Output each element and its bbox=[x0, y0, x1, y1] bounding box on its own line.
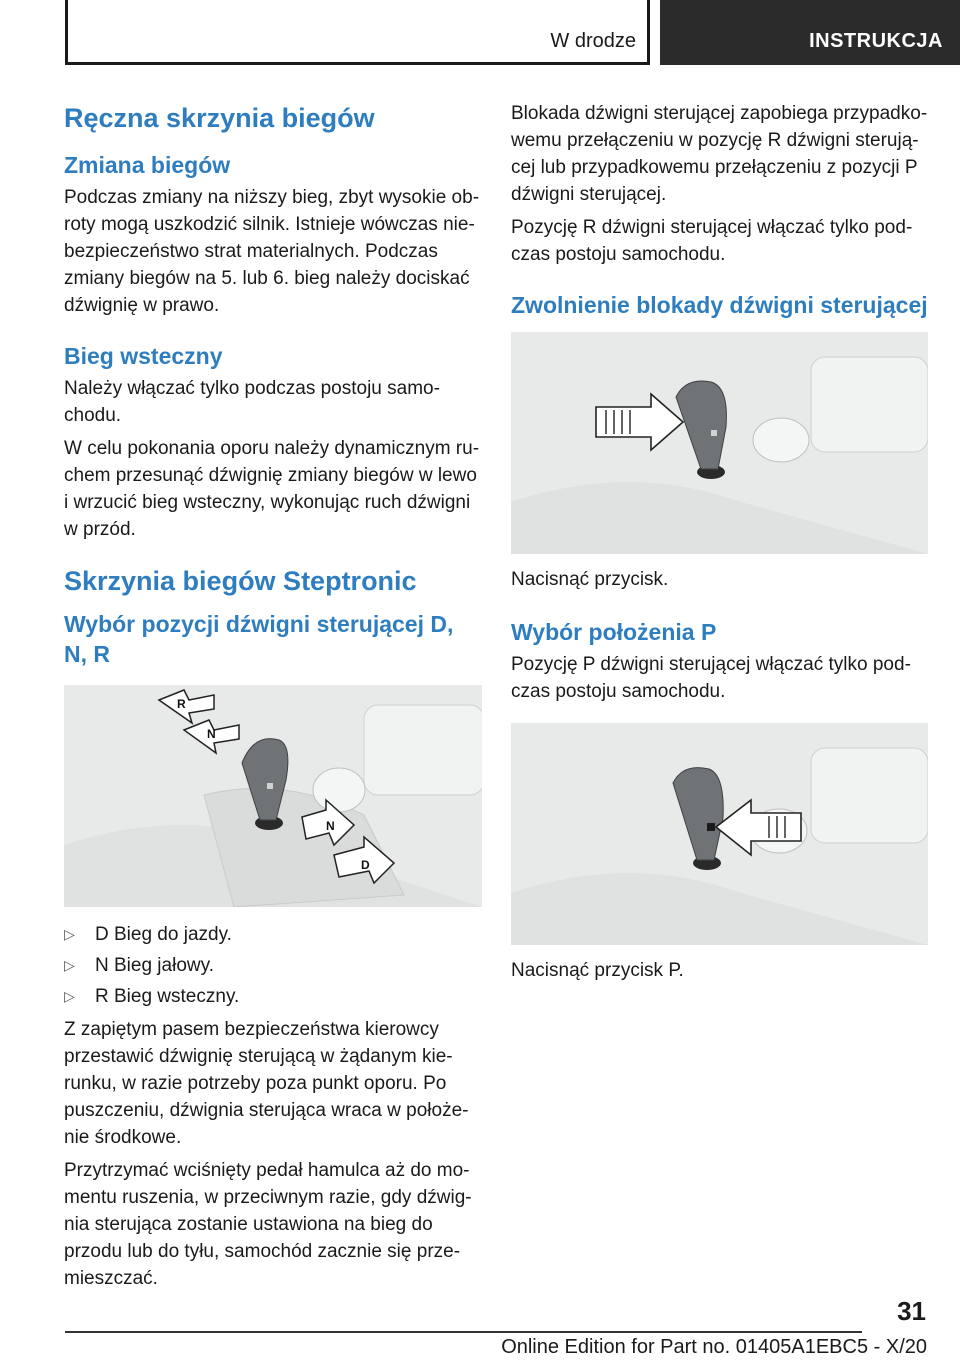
paragraph-gear-shift: Podczas zmiany na niższy bieg, zbyt wysokie obroty mogą uszkodzić silnik. Istnieje wówczas niebezpieczeństwo strat materialnych. Podczas zmiany biegów na 5. lub 6. bieg należy dociskać dźwignię w prawo. bbox=[64, 187, 480, 316]
header-bottom-rule bbox=[65, 62, 650, 65]
header-left-rule bbox=[65, 0, 68, 64]
illustration-unlock-button bbox=[511, 332, 928, 554]
heading-select-position: Wybór pozycji dźwigni sterującej D, N, R bbox=[64, 611, 454, 667]
right-column bbox=[511, 100, 931, 984]
heading-select-p: Wybór położenia P bbox=[511, 619, 717, 645]
triangle-bullet-icon: ▷ bbox=[64, 957, 75, 973]
heading-manual-gearbox: Ręczna skrzynia biegów bbox=[64, 103, 375, 133]
illus-label-r: R bbox=[177, 697, 186, 711]
gear-position-list bbox=[64, 921, 482, 1010]
paragraph-lock-1: Blokada dźwigni sterującej zapobiega przypadkowemu przełączeniu w pozycję R dźwigni sterującej lub przypadkowemu przełączeniu z pozycji P dźwigni sterującej. bbox=[511, 103, 928, 205]
illustration-p-button bbox=[511, 723, 928, 945]
header-section-title: W drodze bbox=[550, 30, 636, 52]
page-number: 31 bbox=[897, 1296, 926, 1326]
caption-press-p-button: Nacisnąć przycisk P. bbox=[511, 960, 684, 981]
triangle-bullet-icon: ▷ bbox=[64, 926, 75, 942]
paragraph-park: Pozycję P dźwigni sterującej włączać tylko podczas postoju samochodu. bbox=[511, 654, 911, 702]
list-item: ▷ R Bieg wsteczny. bbox=[64, 983, 482, 1010]
heading-release-lock: Zwolnienie blokady dźwigni sterującej bbox=[511, 292, 928, 318]
paragraph-reverse-2: W celu pokonania oporu należy dynamicznym ruchem przesunąć dźwignię zmiany biegów w lewo i wrzucić bieg wsteczny, wykonując ruch dźwigni w przód. bbox=[64, 438, 480, 540]
header-tab-label: INSTRUKCJA bbox=[809, 30, 943, 52]
footer-edition: Online Edition for Part no. 01405A1EBC5 - X/20 bbox=[501, 1336, 927, 1358]
heading-steptronic: Skrzynia biegów Steptronic bbox=[64, 566, 417, 596]
paragraph-reverse-1: Należy włączać tylko podczas postoju samochodu. bbox=[64, 378, 440, 426]
heading-reverse-gear: Bieg wsteczny bbox=[64, 343, 223, 369]
caption-press-button: Nacisnąć przycisk. bbox=[511, 569, 669, 590]
paragraph-lock-2: Pozycję R dźwigni sterującej włączać tylko podczas postoju samochodu. bbox=[511, 217, 913, 265]
footer-rule bbox=[65, 1331, 862, 1333]
illus-label-n-top: N bbox=[207, 727, 216, 741]
heading-gear-shift: Zmiana biegów bbox=[64, 152, 231, 178]
triangle-bullet-icon: ▷ bbox=[64, 988, 75, 1004]
illus-label-d: D bbox=[361, 858, 370, 872]
list-item: ▷ N Bieg jałowy. bbox=[64, 952, 482, 979]
paragraph-seatbelt: Z zapiętym pasem bezpieczeństwa kierowcy przestawić dźwignię sterującą w żądanym kierunku, w razie potrzeby poza punkt oporu. Po puszczeniu, dźwignia sterująca wraca w położenie środkowe. bbox=[64, 1019, 469, 1148]
list-item: ▷ D Bieg do jazdy. bbox=[64, 921, 482, 948]
illus-label-n-bottom: N bbox=[326, 819, 335, 833]
header-divider bbox=[647, 0, 650, 64]
illustration-selector-lever-dnr bbox=[64, 685, 482, 907]
paragraph-brake: Przytrzymać wciśnięty pedał hamulca aż do momentu ruszenia, w przeciwnym razie, gdy dźwignia sterująca zostanie ustawiona na bieg do przodu lub do tyłu, samochód zacznie się przemieszczać. bbox=[64, 1160, 472, 1289]
left-column bbox=[64, 100, 482, 1292]
